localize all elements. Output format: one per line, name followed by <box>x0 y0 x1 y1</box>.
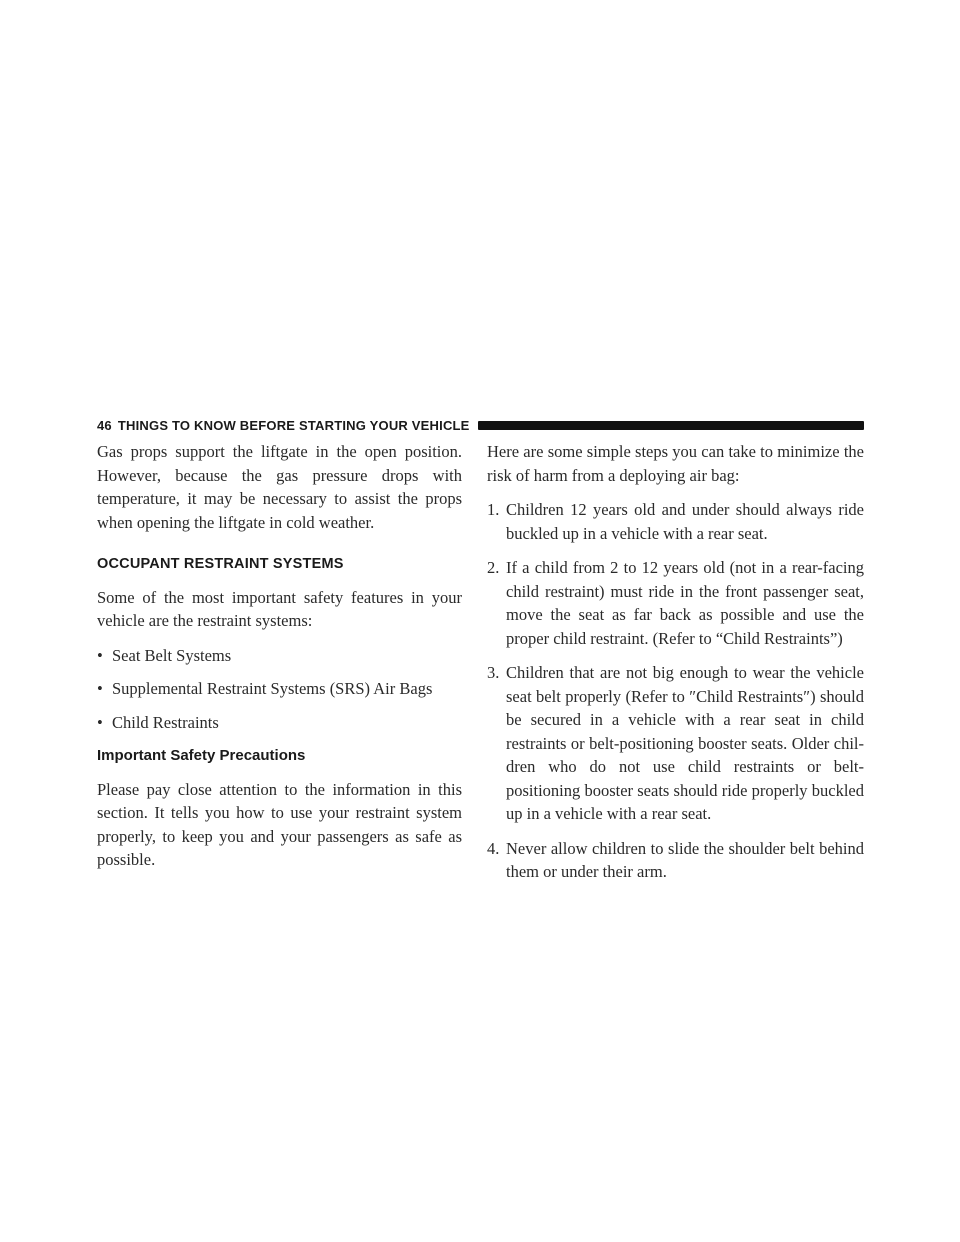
list-item: • Supplemental Restraint Systems (SRS) Air Bags <box>97 677 462 701</box>
step-text: If a child from 2 to 12 years old (not in a rear-facing child restraint) must ride in the front passenger seat, move the seat as far back as possible and use the proper child restraint. (Refer to “Child Restraints”) <box>506 558 864 648</box>
liftgate-paragraph: Gas props support the liftgate in the open position. However, because the gas pressure drops with temperature, it may be necessary to assist the props when opening the liftgate in cold weather. <box>97 442 462 532</box>
step-number: 4. <box>487 838 500 858</box>
occupant-restraint-heading: OCCUPANT RESTRAINT SYSTEMS <box>97 556 344 572</box>
safety-precautions-heading: Important Safety Precautions <box>97 747 306 764</box>
step-number: 2. <box>487 558 500 577</box>
left-column <box>97 440 462 883</box>
air-bag-intro-paragraph: Here are some simple steps you can take to minimize the risk of harm from a deploying air bag: <box>487 442 864 485</box>
header-rule <box>478 421 864 430</box>
air-bag-steps-list <box>487 498 864 884</box>
step-number: 3. <box>487 663 500 682</box>
step-number: 1. <box>487 500 500 519</box>
step-text: Never allow children to slide the shoulder belt behind them or under their arm. <box>506 838 864 881</box>
list-item <box>487 498 864 545</box>
page-header <box>97 416 864 434</box>
restraint-list <box>97 644 462 735</box>
page-number: 46 <box>97 417 112 433</box>
precautions-paragraph: Please pay close attention to the information in this section. It tells you how to use your restraint system properly, to keep you and your passengers as safe as possible. <box>97 779 462 869</box>
list-item <box>487 837 864 884</box>
list-item <box>487 661 864 826</box>
step-text: Children that are not big enough to wear the vehicle seat belt properly (Refer to ″Child Restraints″) should be secured in a vehicle with a rear seat in child restraints or belt-positioning booster seats. Older children who do not use child restraints or belt-positioning booster seats should ride properly buckled up in a vehicle with a rear seat. <box>506 663 864 823</box>
right-column <box>487 440 864 895</box>
section-title: THINGS TO KNOW BEFORE STARTING YOUR VEHICLE <box>117 417 470 433</box>
list-item: • Seat Belt Systems <box>97 644 462 668</box>
step-text: Children 12 years old and under should always ride buckled up in a vehicle with a rear seat. <box>506 500 864 543</box>
list-item: • Child Restraints <box>97 711 462 735</box>
list-item <box>487 556 864 650</box>
restraint-intro-paragraph: Some of the most important safety features in your vehicle are the restraint systems: <box>97 587 462 630</box>
